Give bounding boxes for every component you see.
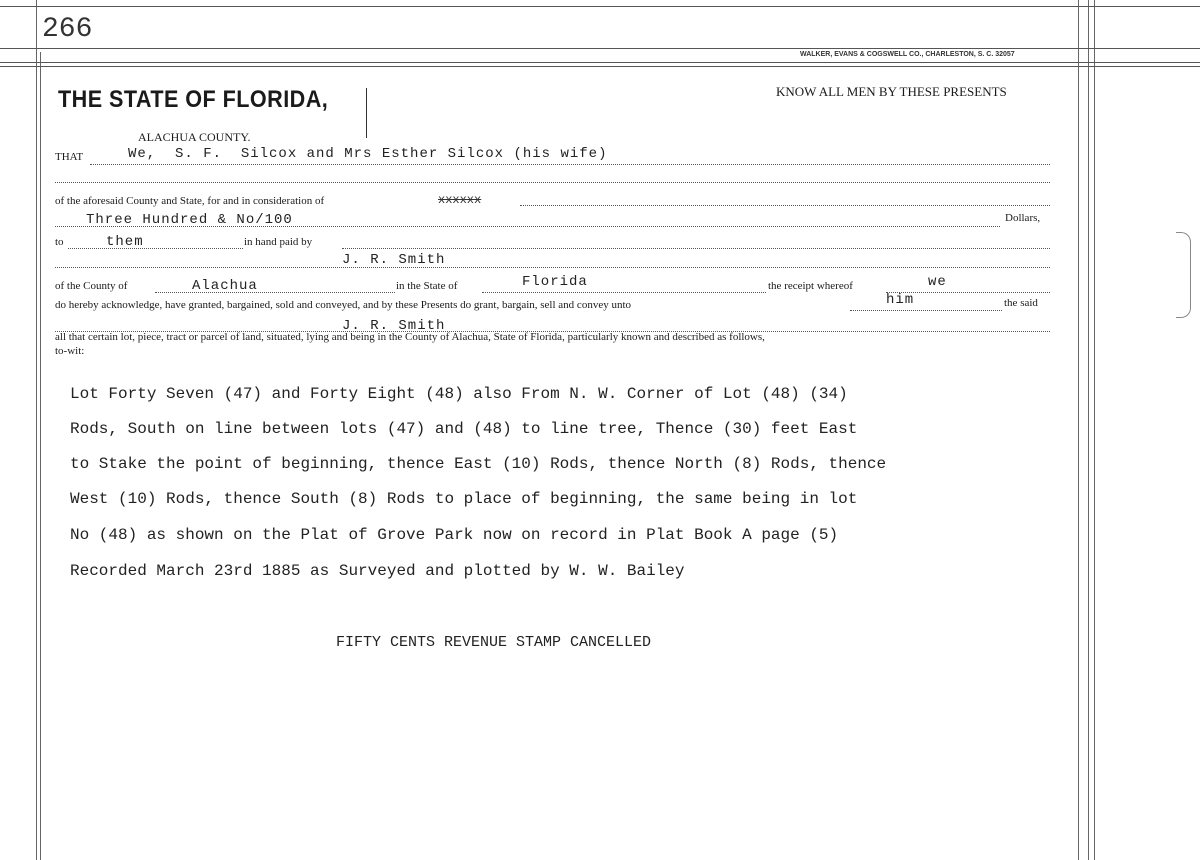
acknowledge-text: do hereby acknowledge, have granted, bargained, sold and conveyed, and by these Presents do grant, bargain, sell and convey unto <box>55 299 632 311</box>
header-rule-3 <box>0 66 1200 67</box>
lot-clause: all that certain lot, piece, tract or parcel of land, situated, lying and being in the County of Alachua, State of Florida, particularly known and described as follows, <box>55 331 765 343</box>
printer-imprint: WALKER, EVANS & COGSWELL CO., CHARLESTON, S. C. 32057 <box>800 51 1015 58</box>
consideration-dotted-line <box>520 205 1050 206</box>
payer-field: J. R. Smith <box>342 252 446 268</box>
state-of-label: in the State of <box>396 280 458 292</box>
convey-to-field: him <box>886 292 915 308</box>
know-all-men: KNOW ALL MEN BY THESE PRESENTS <box>776 84 1007 99</box>
consideration-label: of the aforesaid County and State, for and in consideration of <box>55 195 325 207</box>
grantee-field: J. R. Smith <box>342 318 446 334</box>
state-field: Florida <box>522 274 588 290</box>
description-line-4: West (10) Rods, thence South (8) Rods to place of beginning, the same being in lot <box>70 490 858 508</box>
paid-by-dotted-line <box>342 248 1050 249</box>
left-margin-line-outer <box>36 0 37 860</box>
county-dotted-line <box>155 292 395 293</box>
blank-dotted-line <box>55 182 1050 183</box>
binding-bracket-mark <box>1176 232 1191 318</box>
county-label: ALACHUA COUNTY. <box>138 130 251 144</box>
dollars-label: Dollars, <box>1005 212 1041 224</box>
receipt-field: we <box>928 274 947 290</box>
paid-by-label: in hand paid by <box>244 236 313 248</box>
description-line-3: to Stake the point of beginning, thence East (10) Rods, thence North (8) Rods, thence <box>70 455 887 473</box>
state-dotted-line <box>482 292 766 293</box>
struck-amount: xxxxxx <box>438 193 482 207</box>
county-field: Alachua <box>192 278 258 294</box>
description-line-2: Rods, South on line between lots (47) and (48) to line tree, Thence (30) feet East <box>70 420 858 438</box>
county-of-label: of the County of <box>55 280 128 292</box>
to-field: them <box>106 234 144 250</box>
right-margin-line-3 <box>1094 0 1095 860</box>
that-label: THAT <box>55 151 84 163</box>
title-brace <box>366 88 373 138</box>
to-wit: to-wit: <box>55 345 85 357</box>
state-title: THE STATE OF FLORIDA, <box>58 86 329 113</box>
revenue-stamp-note: FIFTY CENTS REVENUE STAMP CANCELLED <box>336 634 652 651</box>
header-rule-2 <box>0 62 1200 63</box>
to-label: to <box>55 236 64 248</box>
convey-dotted-line <box>850 310 1002 311</box>
payer-dotted-line <box>55 267 1050 268</box>
receipt-label: the receipt whereof <box>768 280 853 292</box>
grantors-field: We, S. F. Silcox and Mrs Esther Silcox (his wife) <box>128 146 608 162</box>
right-margin-line-2 <box>1088 0 1089 860</box>
top-rule <box>0 6 1200 7</box>
that-dotted-line <box>90 164 1050 165</box>
amount-written-field: Three Hundred & No/100 <box>86 212 293 228</box>
to-dotted-line <box>68 248 243 249</box>
right-margin-line-1 <box>1078 0 1079 860</box>
header-rule-1 <box>0 48 1200 49</box>
the-said-label: the said <box>1004 297 1038 309</box>
left-margin-line-inner <box>40 52 41 860</box>
description-line-1: Lot Forty Seven (47) and Forty Eight (48) also From N. W. Corner of Lot (48) (34) <box>70 385 848 403</box>
page-number: 266 <box>42 14 93 45</box>
description-line-6: Recorded March 23rd 1885 as Surveyed and plotted by W. W. Bailey <box>70 562 685 580</box>
description-line-5: No (48) as shown on the Plat of Grove Park now on record in Plat Book A page (5) <box>70 526 839 544</box>
